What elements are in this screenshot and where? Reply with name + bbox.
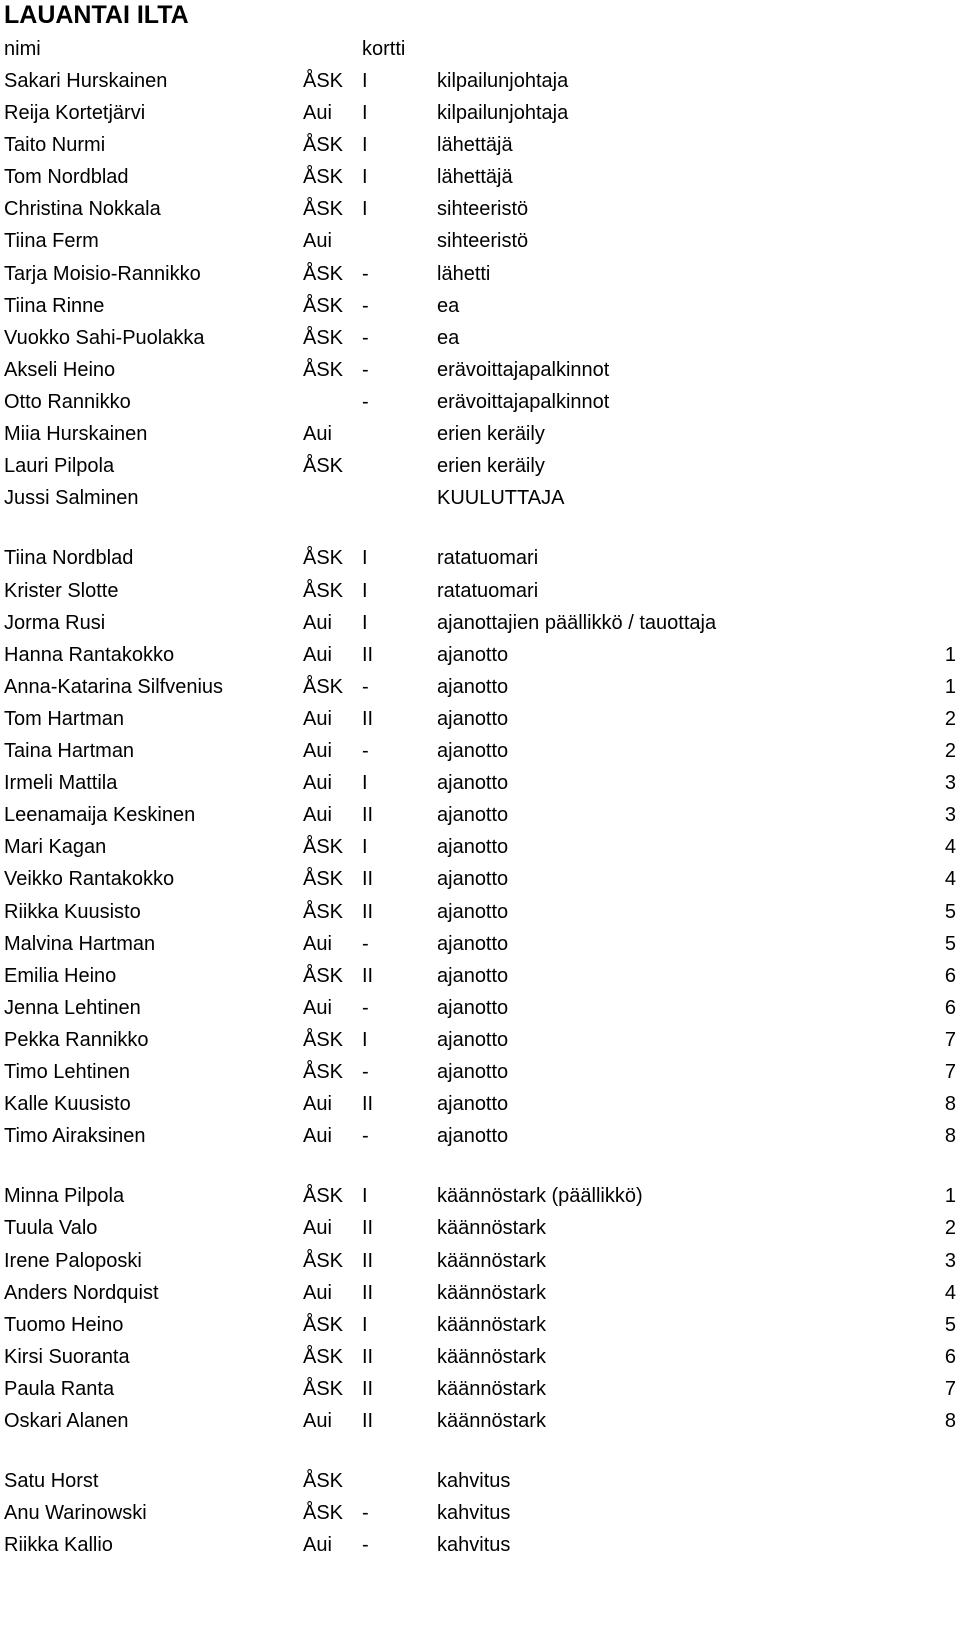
card-level: I [362, 166, 368, 188]
club-code: Aui [303, 772, 332, 794]
card-level: - [362, 391, 369, 413]
person-name: Tom Hartman [4, 708, 125, 730]
club-code: ÅSK [303, 1185, 344, 1207]
station-number: 4 [944, 868, 956, 890]
club-code: Aui [303, 1534, 332, 1556]
station-number: 6 [944, 1346, 956, 1368]
role-name: käännöstark [437, 1378, 546, 1400]
role-name: sihteeristö [437, 230, 529, 252]
station-number: 3 [944, 772, 956, 794]
role-name: ratatuomari [437, 580, 539, 602]
club-code: ÅSK [303, 70, 344, 92]
table-row [0, 482, 960, 514]
table-row [0, 193, 960, 225]
club-code: Aui [303, 1093, 332, 1115]
club-code: ÅSK [303, 1061, 344, 1083]
person-name: Lauri Pilpola [4, 455, 115, 477]
card-level: I [362, 772, 368, 794]
card-level: II [362, 1282, 374, 1304]
person-name: Otto Rannikko [4, 391, 131, 413]
club-code: Aui [303, 644, 332, 666]
role-name: ajanotto [437, 804, 509, 826]
card-level: - [362, 676, 369, 698]
card-level: I [362, 1029, 368, 1051]
club-code: Aui [303, 1125, 332, 1147]
station-number: 7 [944, 1061, 956, 1083]
role-name: lähettäjä [437, 134, 513, 156]
person-name: Jussi Salminen [4, 487, 139, 509]
card-level: II [362, 965, 374, 987]
club-code: ÅSK [303, 676, 344, 698]
person-name: Anna-Katarina Silfvenius [4, 676, 224, 698]
table-row [0, 1088, 960, 1120]
role-name: ajanotto [437, 740, 509, 762]
role-name: ajanotto [437, 772, 509, 794]
station-number: 6 [944, 965, 956, 987]
role-name: erien keräily [437, 423, 545, 445]
role-name: ajanotto [437, 676, 509, 698]
club-code: ÅSK [303, 198, 344, 220]
role-name: lähetti [437, 263, 491, 285]
card-level: II [362, 1217, 374, 1239]
person-name: Tiina Nordblad [4, 547, 134, 569]
card-level: I [362, 580, 368, 602]
person-name: Reija Kortetjärvi [4, 102, 146, 124]
club-code: ÅSK [303, 359, 344, 381]
club-code: ÅSK [303, 1470, 344, 1492]
person-name: Malvina Hartman [4, 933, 156, 955]
role-name: ratatuomari [437, 547, 539, 569]
table-row [0, 1120, 960, 1152]
person-name: Sakari Hurskainen [4, 70, 168, 92]
club-code: ÅSK [303, 1346, 344, 1368]
role-name: käännöstark [437, 1410, 546, 1432]
person-name: Anu Warinowski [4, 1502, 147, 1524]
club-code: Aui [303, 1282, 332, 1304]
table-row [0, 418, 960, 450]
card-level: II [362, 1093, 374, 1115]
station-number: 2 [944, 1217, 956, 1239]
role-name: erävoittajapalkinnot [437, 391, 610, 413]
club-code: ÅSK [303, 836, 344, 858]
card-level: I [362, 547, 368, 569]
person-name: Riikka Kallio [4, 1534, 113, 1556]
card-level: - [362, 1502, 369, 1524]
table-row [0, 1529, 960, 1561]
card-level: - [362, 997, 369, 1019]
person-name: Jorma Rusi [4, 612, 106, 634]
person-name: Anders Nordquist [4, 1282, 159, 1304]
person-name: Tarja Moisio-Rannikko [4, 263, 201, 285]
club-code: Aui [303, 1410, 332, 1432]
role-name: KUULUTTAJA [437, 487, 565, 509]
role-name: ea [437, 295, 460, 317]
header-name: nimi [4, 38, 41, 60]
person-name: Minna Pilpola [4, 1185, 125, 1207]
station-number: 7 [944, 1378, 956, 1400]
station-number: 4 [944, 1282, 956, 1304]
station-number: 5 [944, 901, 956, 923]
role-name: ajanotto [437, 933, 509, 955]
club-code: ÅSK [303, 868, 344, 890]
table-row [0, 703, 960, 735]
card-level: I [362, 198, 368, 220]
club-code: Aui [303, 612, 332, 634]
station-number: 8 [944, 1410, 956, 1432]
station-number: 1 [944, 676, 956, 698]
card-level: II [362, 1378, 374, 1400]
club-code: Aui [303, 1217, 332, 1239]
table-row [0, 1341, 960, 1373]
card-level: I [362, 102, 368, 124]
station-number: 3 [944, 1250, 956, 1272]
role-name: ajanottajien päällikkö / tauottaja [437, 612, 717, 634]
card-level: I [362, 70, 368, 92]
role-name: ajanotto [437, 1093, 509, 1115]
card-level: - [362, 327, 369, 349]
club-code: ÅSK [303, 1314, 344, 1336]
station-number: 8 [944, 1125, 956, 1147]
card-level: I [362, 134, 368, 156]
table-row [0, 225, 960, 257]
role-name: kahvitus [437, 1502, 511, 1524]
card-level: II [362, 901, 374, 923]
role-name: kilpailunjohtaja [437, 102, 569, 124]
person-name: Emilia Heino [4, 965, 117, 987]
table-row [0, 799, 960, 831]
person-name: Kalle Kuusisto [4, 1093, 131, 1115]
club-code: Aui [303, 423, 332, 445]
table-row [0, 322, 960, 354]
person-name: Christina Nokkala [4, 198, 161, 220]
person-name: Jenna Lehtinen [4, 997, 141, 1019]
role-name: kahvitus [437, 1534, 511, 1556]
station-number: 7 [944, 1029, 956, 1051]
table-row [0, 386, 960, 418]
person-name: Tuula Valo [4, 1217, 98, 1239]
person-name: Akseli Heino [4, 359, 116, 381]
role-name: ajanotto [437, 965, 509, 987]
club-code: Aui [303, 804, 332, 826]
table-row [0, 1405, 960, 1437]
role-name: ajanotto [437, 1029, 509, 1051]
table-row [0, 607, 960, 639]
table-row [0, 863, 960, 895]
card-level: I [362, 836, 368, 858]
page-title: LAUANTAI ILTA [4, 1, 189, 29]
person-name: Veikko Rantakokko [4, 868, 175, 890]
table-row [0, 1373, 960, 1405]
table-row [0, 1212, 960, 1244]
role-name: käännöstark [437, 1250, 546, 1272]
card-level: - [362, 295, 369, 317]
station-number: 4 [944, 836, 956, 858]
station-number: 6 [944, 997, 956, 1019]
table-row [0, 97, 960, 129]
role-name: ajanotto [437, 868, 509, 890]
table-row [0, 639, 960, 671]
club-code: Aui [303, 102, 332, 124]
table-row [0, 1180, 960, 1212]
table-row [0, 928, 960, 960]
table-row [0, 1497, 960, 1529]
club-code: ÅSK [303, 901, 344, 923]
table-row [0, 896, 960, 928]
person-name: Kirsi Suoranta [4, 1346, 130, 1368]
card-level: - [362, 359, 369, 381]
card-level: I [362, 1185, 368, 1207]
station-number: 5 [944, 933, 956, 955]
club-code: ÅSK [303, 166, 344, 188]
table-row [0, 450, 960, 482]
person-name: Satu Horst [4, 1470, 99, 1492]
card-level: - [362, 263, 369, 285]
table-row [0, 354, 960, 386]
person-name: Pekka Rannikko [4, 1029, 149, 1051]
table-row [0, 575, 960, 607]
station-number: 2 [944, 740, 956, 762]
person-name: Timo Lehtinen [4, 1061, 130, 1083]
table-row [0, 1056, 960, 1088]
card-level: I [362, 612, 368, 634]
person-name: Irene Paloposki [4, 1250, 142, 1272]
card-level: - [362, 1534, 369, 1556]
header-card: kortti [362, 38, 406, 60]
role-name: ajanotto [437, 901, 509, 923]
role-name: käännöstark [437, 1346, 546, 1368]
table-row [0, 161, 960, 193]
person-name: Tiina Ferm [4, 230, 99, 252]
person-name: Oskari Alanen [4, 1410, 129, 1432]
club-code: ÅSK [303, 455, 344, 477]
person-name: Taina Hartman [4, 740, 135, 762]
club-code: ÅSK [303, 263, 344, 285]
card-level: II [362, 804, 374, 826]
person-name: Vuokko Sahi-Puolakka [4, 327, 205, 349]
person-name: Hanna Rantakokko [4, 644, 175, 666]
station-number: 3 [944, 804, 956, 826]
station-number: 5 [944, 1314, 956, 1336]
person-name: Miia Hurskainen [4, 423, 148, 445]
club-code: ÅSK [303, 295, 344, 317]
club-code: Aui [303, 740, 332, 762]
card-level: II [362, 868, 374, 890]
role-name: kilpailunjohtaja [437, 70, 569, 92]
table-row [0, 831, 960, 863]
club-code: ÅSK [303, 1029, 344, 1051]
club-code: Aui [303, 708, 332, 730]
role-name: kahvitus [437, 1470, 511, 1492]
person-name: Paula Ranta [4, 1378, 115, 1400]
table-row [0, 290, 960, 322]
person-name: Mari Kagan [4, 836, 107, 858]
card-level: - [362, 1061, 369, 1083]
card-level: - [362, 1125, 369, 1147]
club-code: ÅSK [303, 1502, 344, 1524]
role-name: käännöstark [437, 1282, 546, 1304]
person-name: Irmeli Mattila [4, 772, 118, 794]
club-code: ÅSK [303, 580, 344, 602]
role-name: lähettäjä [437, 166, 513, 188]
club-code: ÅSK [303, 965, 344, 987]
role-name: ajanotto [437, 1061, 509, 1083]
station-number: 1 [944, 1185, 956, 1207]
club-code: ÅSK [303, 1250, 344, 1272]
station-number: 8 [944, 1093, 956, 1115]
table-row [0, 1465, 960, 1497]
person-name: Taito Nurmi [4, 134, 106, 156]
table-row [0, 129, 960, 161]
person-name: Timo Airaksinen [4, 1125, 146, 1147]
role-name: käännöstark (päällikkö) [437, 1185, 643, 1207]
table-row [0, 992, 960, 1024]
person-name: Leenamaija Keskinen [4, 804, 196, 826]
table-row [0, 1309, 960, 1341]
card-level: - [362, 933, 369, 955]
person-name: Tiina Rinne [4, 295, 105, 317]
club-code: Aui [303, 997, 332, 1019]
club-code: Aui [303, 230, 332, 252]
role-name: erien keräily [437, 455, 545, 477]
station-number: 1 [944, 644, 956, 666]
card-level: II [362, 708, 374, 730]
table-row [0, 1277, 960, 1309]
person-name: Krister Slotte [4, 580, 119, 602]
role-name: erävoittajapalkinnot [437, 359, 610, 381]
card-level: II [362, 1346, 374, 1368]
role-name: ajanotto [437, 644, 509, 666]
role-name: käännöstark [437, 1314, 546, 1336]
role-name: ajanotto [437, 997, 509, 1019]
role-name: ajanotto [437, 708, 509, 730]
person-name: Tuomo Heino [4, 1314, 124, 1336]
table-row [0, 767, 960, 799]
table-row [0, 671, 960, 703]
club-code: ÅSK [303, 1378, 344, 1400]
club-code: Aui [303, 933, 332, 955]
table-row [0, 735, 960, 767]
club-code: ÅSK [303, 547, 344, 569]
person-name: Riikka Kuusisto [4, 901, 141, 923]
station-number: 2 [944, 708, 956, 730]
table-header-row [0, 33, 960, 65]
table-row [0, 542, 960, 574]
table-row [0, 1024, 960, 1056]
role-name: sihteeristö [437, 198, 529, 220]
card-level: I [362, 1314, 368, 1336]
card-level: II [362, 1410, 374, 1432]
table-row [0, 65, 960, 97]
person-name: Tom Nordblad [4, 166, 129, 188]
card-level: II [362, 1250, 374, 1272]
role-name: ajanotto [437, 836, 509, 858]
card-level: - [362, 740, 369, 762]
table-row [0, 258, 960, 290]
table-row [0, 960, 960, 992]
table-row [0, 1245, 960, 1277]
role-name: käännöstark [437, 1217, 546, 1239]
club-code: ÅSK [303, 327, 344, 349]
role-name: ajanotto [437, 1125, 509, 1147]
club-code: ÅSK [303, 134, 344, 156]
role-name: ea [437, 327, 460, 349]
card-level: II [362, 644, 374, 666]
